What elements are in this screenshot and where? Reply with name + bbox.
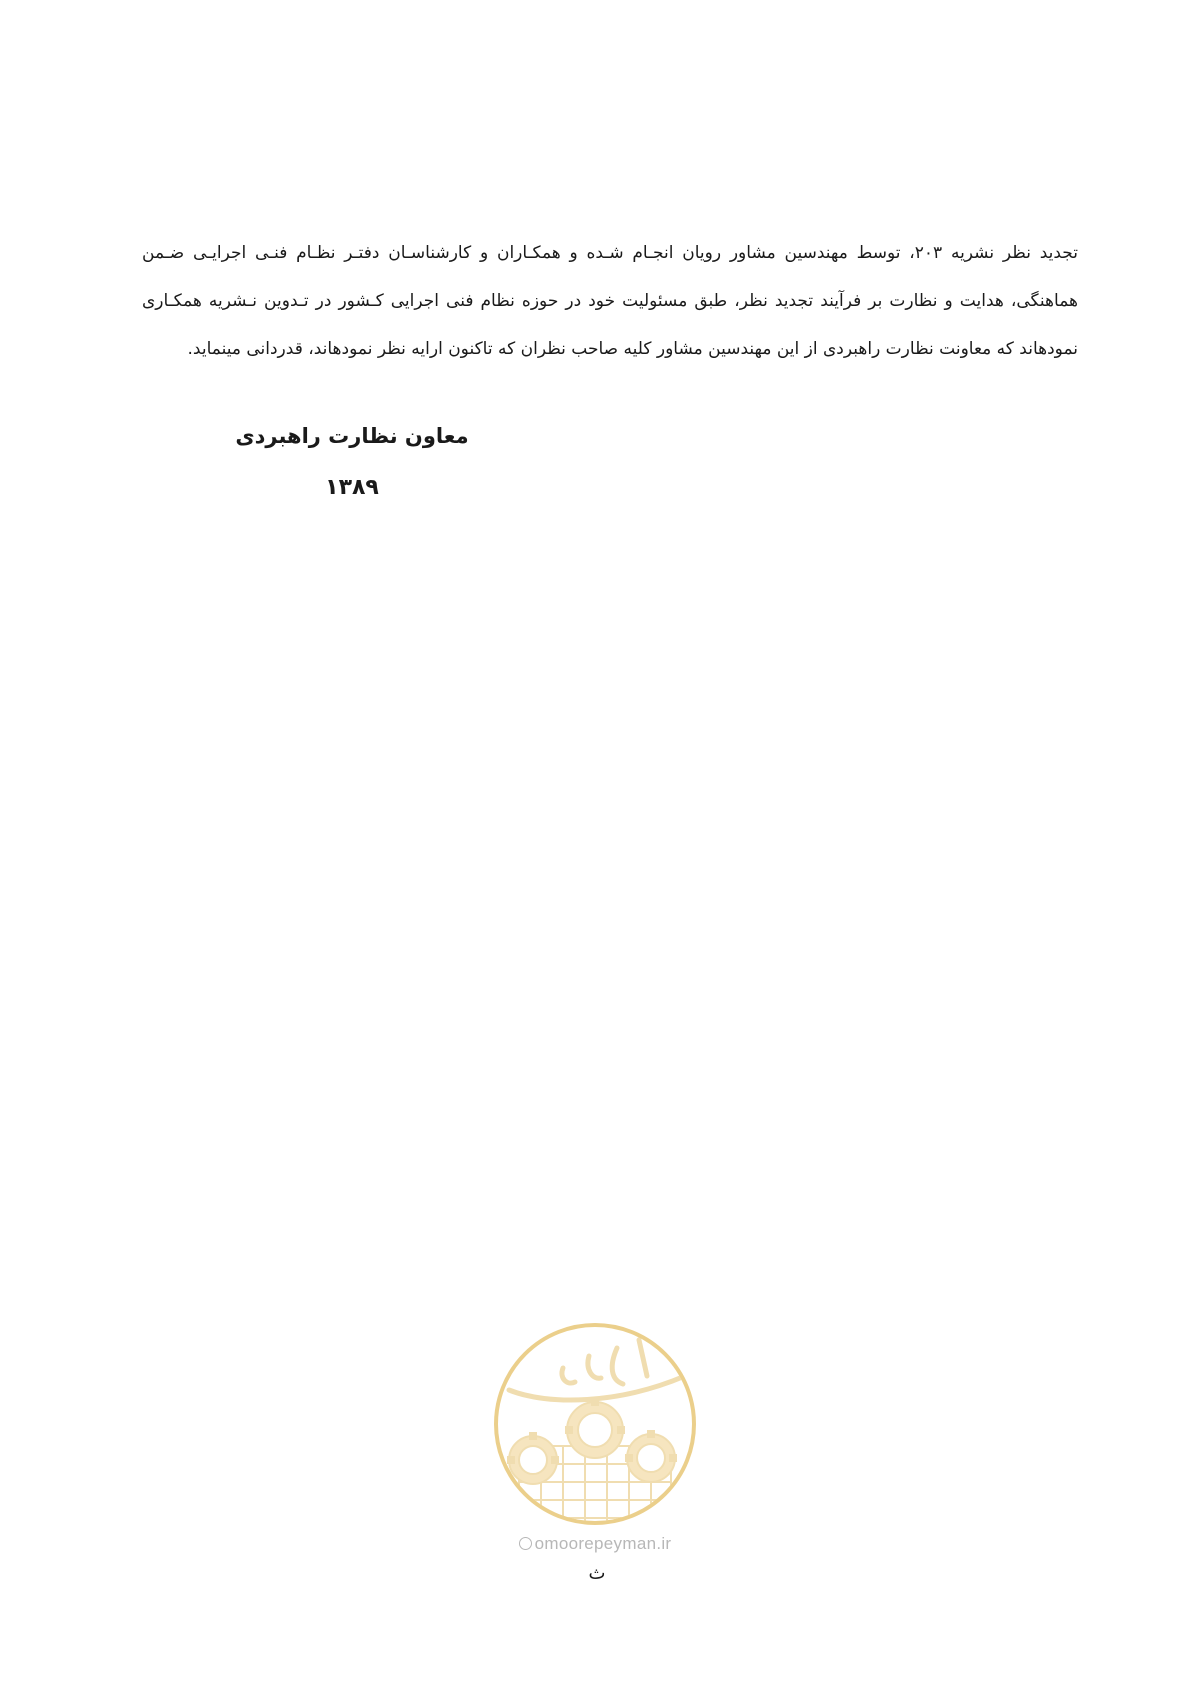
signature-block (232, 418, 472, 506)
acknowledgement-paragraph: تجدید نظر نشریه ۲۰۳، توسط مهندسین مشاور رویان انجـام شـده و همکـاران و کارشناسـان دفتـر نظـام فنـی اجرایـی ضـمن هماهنگی، هدایت و نظارت بر فرآیند تجدید نظر، طبق مسئولیت خود در حوزه نظام فنی اجرایی کـشور در تـدوین نـشریه همکـاری نمودهاند که معاونت نظارت راهبردی از این مهندسین مشاور کلیه صاحب نظران که تاکنون ارایه نظر نمودهاند، قدردانی مینماید. (142, 243, 1078, 359)
globe-icon (519, 1537, 532, 1550)
signature-year: ۱۳۸۹ (325, 475, 379, 500)
page-number: ث (588, 1563, 606, 1584)
watermark-logo (489, 1318, 701, 1530)
signature-title: معاون نظارت راهبردی (235, 424, 469, 448)
watermark-url (485, 1534, 705, 1554)
watermark-url-text: omoorepeyman.ir (534, 1534, 672, 1553)
